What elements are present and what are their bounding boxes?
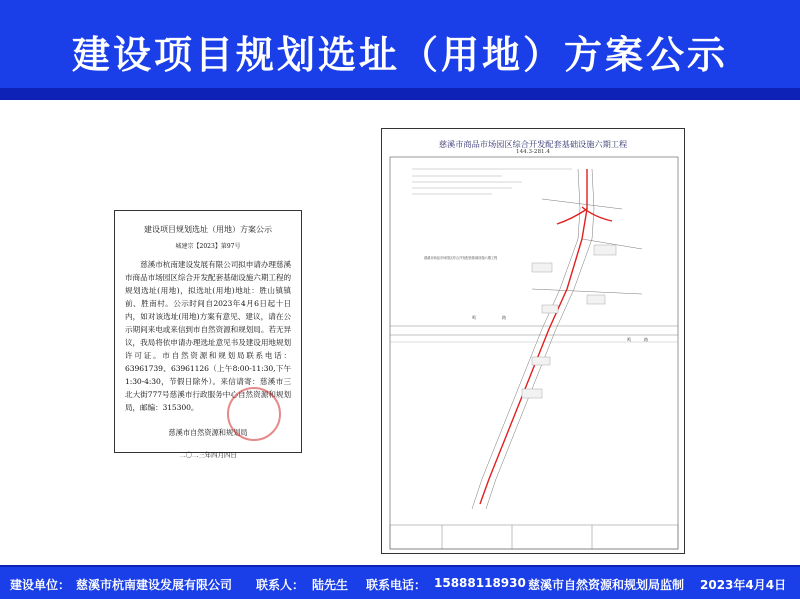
top-banner (0, 0, 800, 100)
footer-phone: 15888118930 (434, 576, 526, 590)
notice-signature: 慈溪市自然资源和规划局 (168, 428, 248, 437)
road-label: 鸣 (627, 337, 631, 342)
official-seal-icon (227, 387, 281, 441)
notice-title: 建设项目规划选址（用地）方案公示 (144, 225, 272, 234)
footer-supervisor: 慈溪市自然资源和规划局监制 (528, 578, 685, 592)
notice-body: 慈溪市杭南建设发展有限公司拟申请办理慈溪市商品市场园区综合开发配套基础设施六期工程的规划选址(用地)，拟选址(用地)地址：胜山镇镇前、胜南村。公示时间自2023年4月6日起十日内，如对该选址(用地)方案有意见、建议，请在公示期间来电或来信到市自然资源和规划局。若无异议，我局将依申请办理选址意见书及建设用地规划许可证。市自然资源和规划局联系电话：63961739、63961126（上午8:00-11:30,下午1:30-4:30，节假日除外）。来信请寄：慈溪市三北大街777号慈溪市行政服务中心自然资源和规划局，邮编：315300。 (125, 260, 291, 412)
footer-unit-label: 建设单位： (10, 578, 71, 592)
site-plan-drawing (381, 128, 685, 554)
site-plan-graphic (382, 129, 686, 555)
footer-contact: 陆先生 (312, 578, 349, 592)
footer-phone-label: 联系电话： (366, 578, 427, 592)
notice-panel (114, 210, 302, 459)
footer-date: 2023年4月4日 (700, 578, 787, 592)
drawing-title: 慈溪市商品市场园区综合开发配套基础设施六期工程 (438, 139, 628, 149)
notice-date: 二〇二三年四月四日 (179, 451, 237, 459)
road-label: 路 (502, 315, 506, 320)
footer-contact-label: 联系人： (256, 578, 305, 592)
road-label: 路 (644, 337, 648, 342)
banner-title: 建设项目规划选址（用地）方案公示 (71, 33, 728, 77)
drawing-label: 慈溪市商品市场园区综合开发配套基础设施六期工程 (424, 256, 498, 260)
notice-number: 城建宗【2023】第97号 (175, 243, 241, 250)
road-label: 鸣 (472, 315, 476, 320)
drawing-subtitle: 144.3-281.4 (516, 149, 550, 155)
footer-unit: 慈溪市杭南建设发展有限公司 (76, 578, 233, 592)
footer-bar (0, 565, 800, 599)
